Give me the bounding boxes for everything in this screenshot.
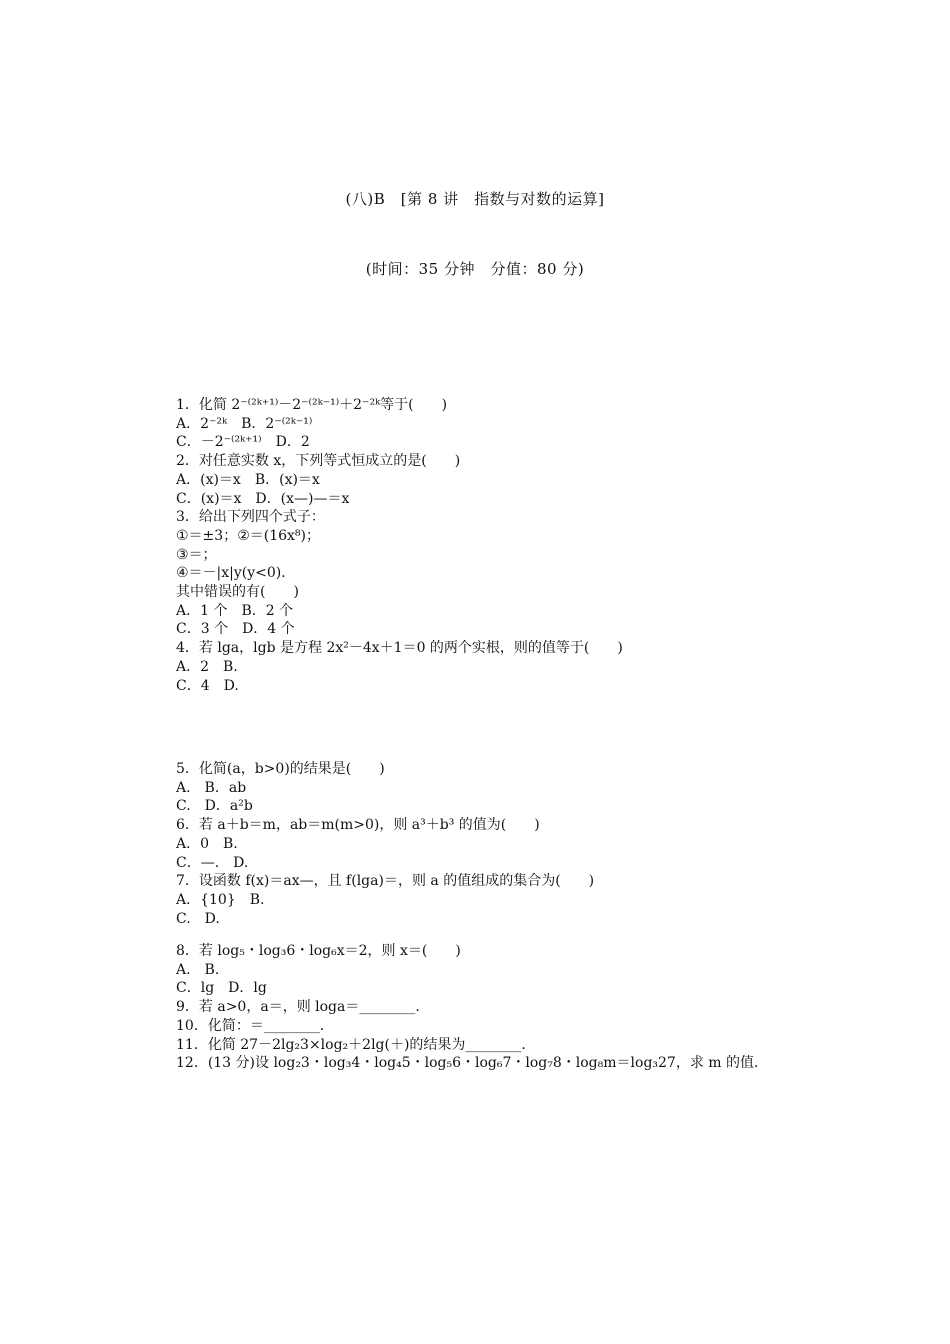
text-line: 2．对任意实数 x，下列等式恒成立的是( ) (176, 453, 461, 470)
text-line: C．(x)＝x D．(x—)—＝x (176, 490, 350, 507)
text-line: C. D．a²b (176, 798, 253, 815)
question-block-1 (176, 396, 623, 695)
text-line: 4．若 lga，lgb 是方程 2x²－4x＋1＝0 的两个实根，则的值等于( ) (176, 640, 623, 657)
text-line: 3．给出下列四个式子： (176, 509, 325, 526)
text-line: 9．若 a>0，a＝，则 loga＝________． (176, 999, 430, 1016)
text-line: 6．若 a＋b＝m，ab＝m(m>0)，则 a³＋b³ 的值为( ) (176, 817, 540, 834)
text-line: A．0 B. (176, 835, 238, 852)
text-line: ③＝； (176, 546, 217, 563)
text-line: A．2 B. (176, 658, 238, 675)
text-line: 11．化简 27－2lg₂3×log₂＋2lg(＋)的结果为________． (176, 1036, 536, 1053)
text-line: C．lg D．lg (176, 980, 267, 997)
text-line: 其中错误的有( ) (176, 584, 299, 601)
text-line: A．2⁻²ᵏ B．2⁻⁽²ᵏ⁻¹⁾ (176, 415, 313, 432)
text-line: A．(x)＝x B．(x)＝x (176, 471, 320, 488)
question-block-3 (176, 942, 768, 1073)
text-line: C．3 个 D．4 个 (176, 621, 295, 638)
text-line: ①＝±3；②＝(16x⁸)； (176, 527, 320, 544)
text-line: C．—. D. (176, 854, 249, 871)
text-line: 7．设函数 f(x)＝ax—，且 f(lga)＝，则 a 的值组成的集合为( ) (176, 873, 595, 890)
text-line: ④＝－|x|y(y<0)． (176, 565, 296, 582)
text-line: 10．化简：＝________． (176, 1017, 334, 1034)
page-title: (八)B [第 8 讲 指数与对数的运算] (345, 190, 605, 208)
text-line: C. D. (176, 910, 220, 927)
text-line: C．4 D. (176, 677, 239, 694)
text-line: A．{10} B. (176, 891, 265, 908)
text-line: C．－2⁻⁽²ᵏ⁺¹⁾ D．2 (176, 434, 310, 451)
text-line: A．1 个 B．2 个 (176, 602, 294, 619)
page-subtitle: (时间：35 分钟 分值：80 分) (365, 260, 585, 278)
text-line: 1．化简 2⁻⁽²ᵏ⁺¹⁾－2⁻⁽²ᵏ⁻¹⁾＋2⁻²ᵏ等于( ) (176, 397, 448, 413)
text-line: 8．若 log₅・log₃6・log₆x＝2，则 x＝( ) (176, 943, 461, 959)
text-line: 12．(13 分)设 log₂3・log₃4・log₄5・log₅6・log₆7・log₇8・log₈m＝log₃27，求 m 的值． (176, 1055, 769, 1072)
question-block-2 (176, 760, 594, 928)
text-line: A. B. (176, 961, 220, 978)
text-line: A. B．ab (176, 779, 247, 796)
text-line: 5．化简(a，b>0)的结果是( ) (176, 761, 385, 777)
